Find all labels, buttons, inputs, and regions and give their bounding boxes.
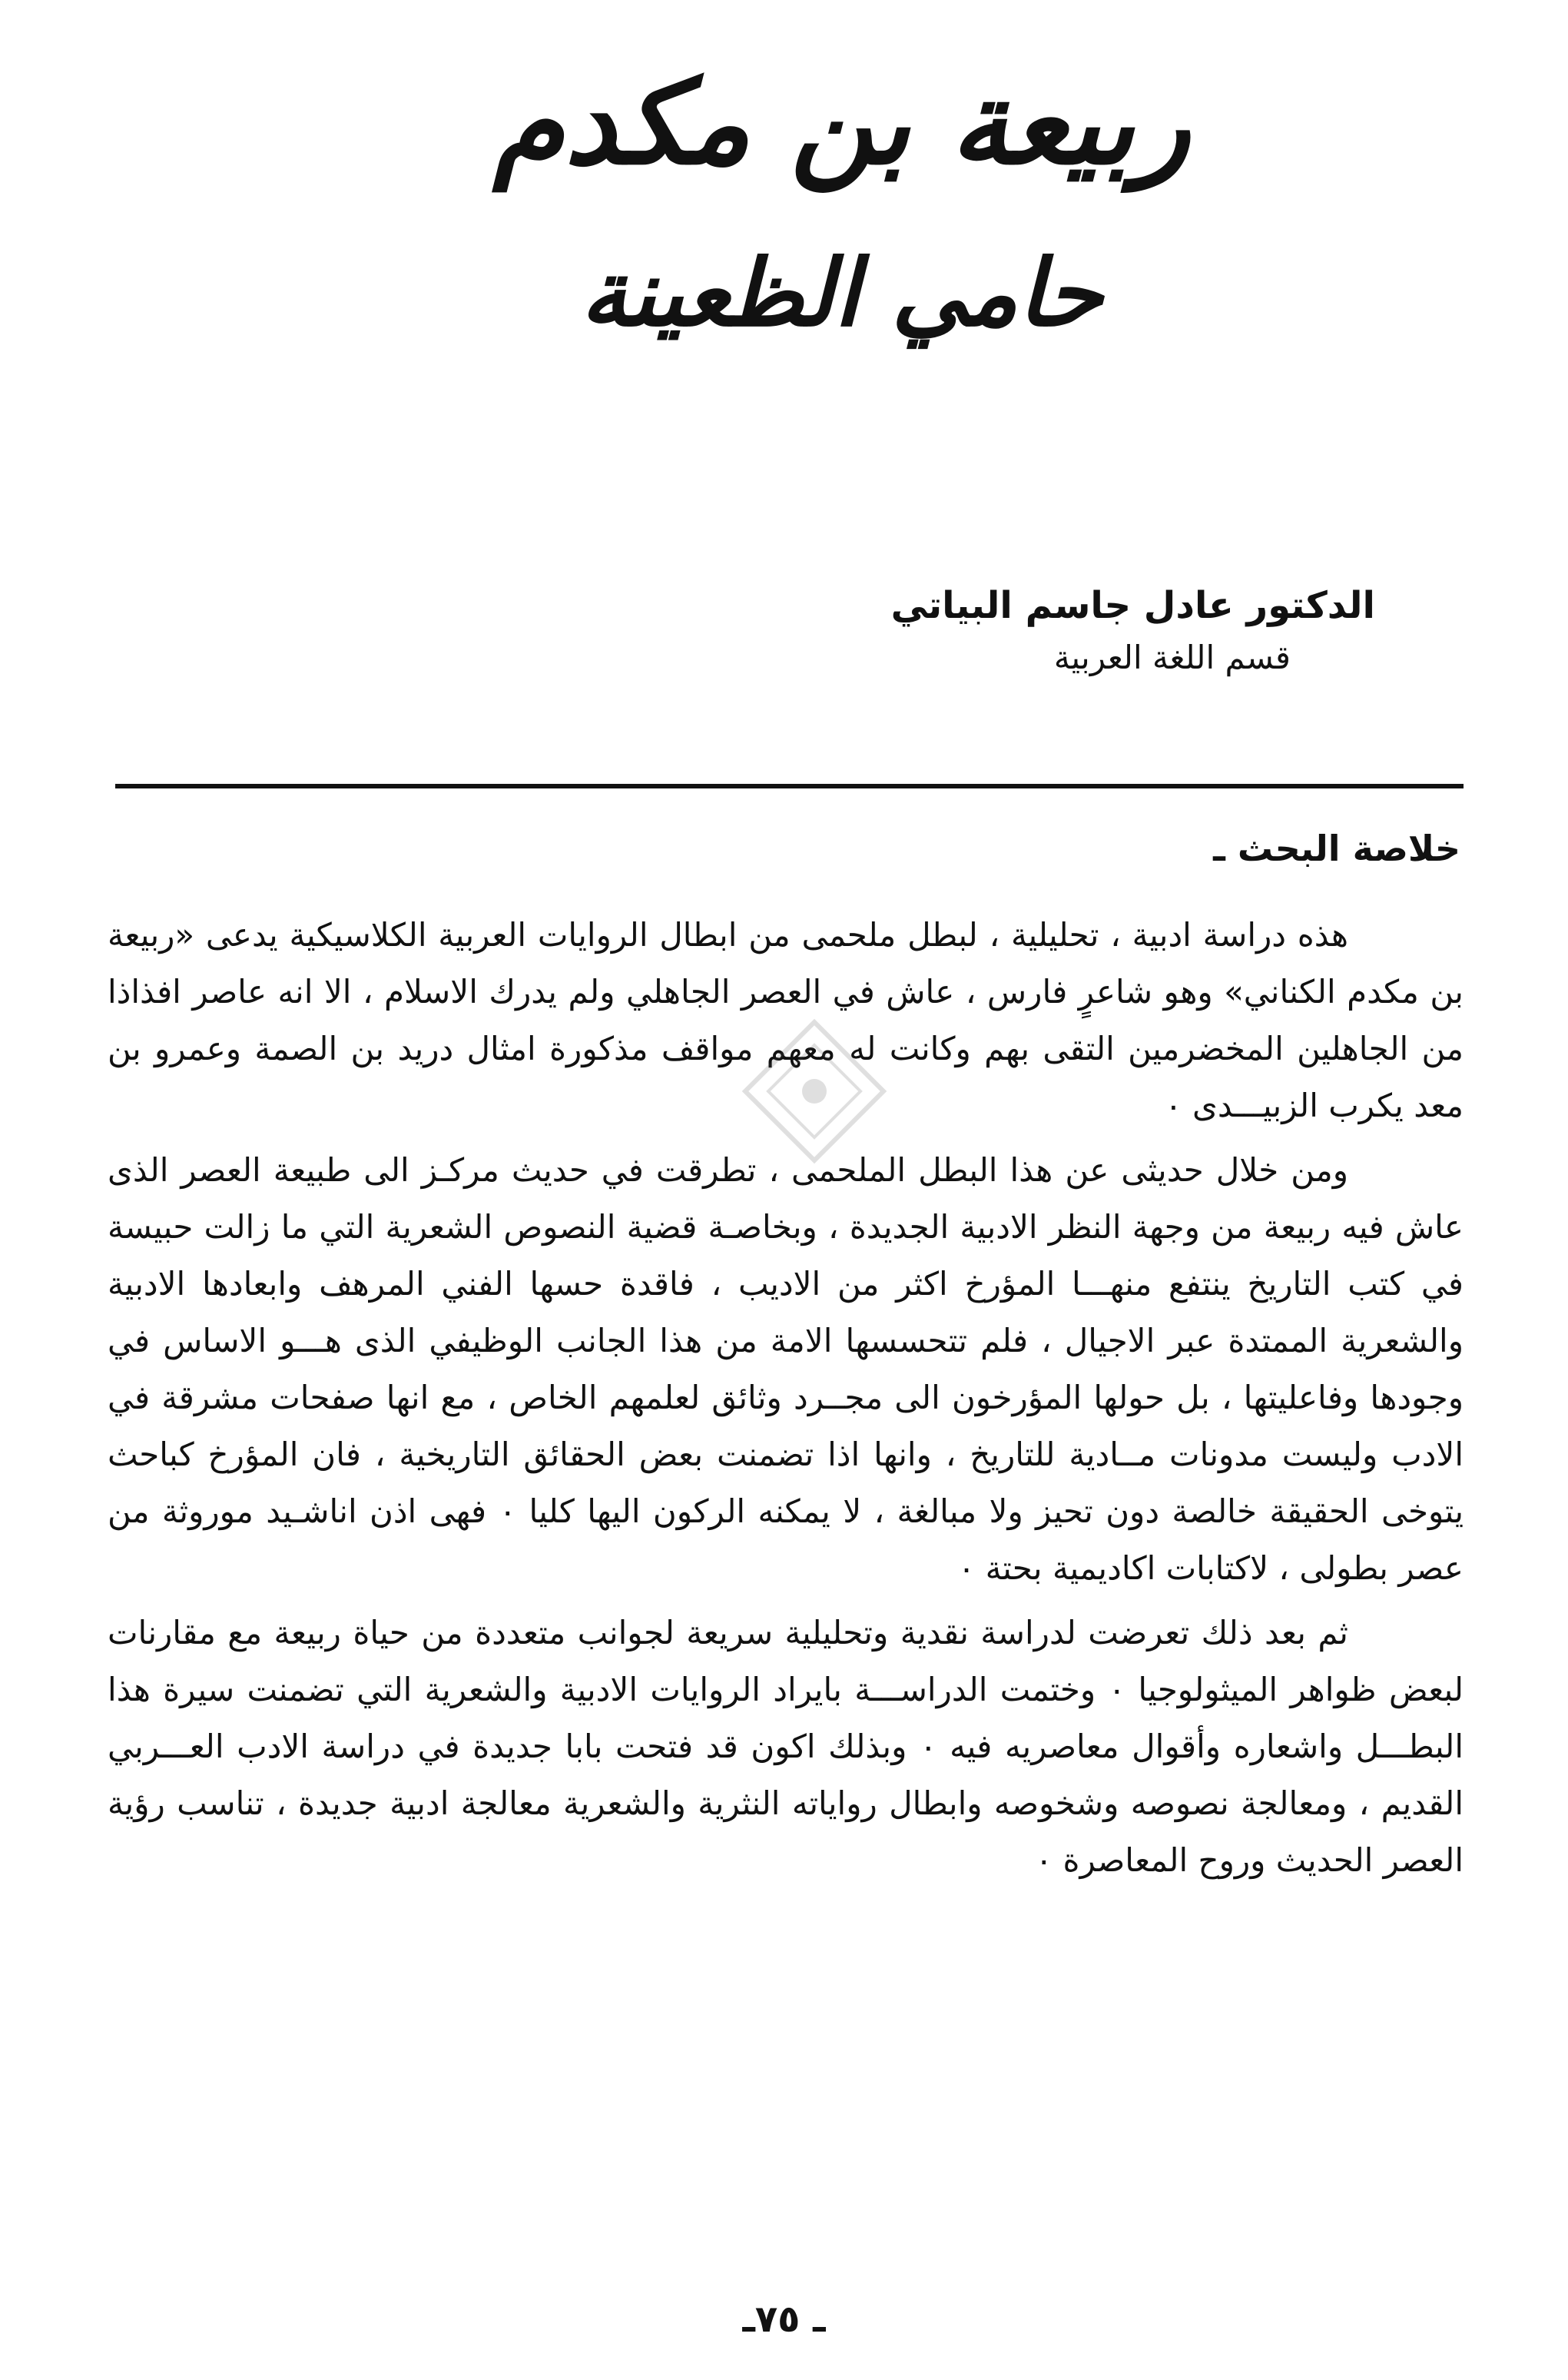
author-name: الدكتور عادل جاسم البياتي	[890, 584, 1375, 627]
paragraph-3: ثم بعد ذلك تعرضت لدراسة نقدية وتحليلية سريعة لجوانب متعددة من حياة ربيعة مع مقارنات لبعض ظواهر الميثولوجيا ٠ وختمت الدراســـة بايراد الروايات الادبية والشعرية التي تضمنت سيرة هذا البطـــل واشعاره وأقوال معاصريه فيه ٠ وبذلك اكون قد فتحت بابا جديدة في دراسة الادب العـــربي القديم ، ومعالجة نصوصه وشخوصه وابطال رواياته النثرية والشعرية معالجة ادبية جديدة ، تناسب رؤية العصر الحديث وروح المعاصرة ٠	[108, 1614, 1464, 1879]
author-department: قسم اللغة العربية	[1053, 639, 1291, 677]
watermark-emblem-icon	[738, 1014, 891, 1168]
paragraph-2: ومن خلال حديثى عن هذا البطل الملحمى ، تطرقت في حديث مركـز الى طبيعة العصر الذى عاش فيه ربيعة من وجهة النظر الادبية الجديدة ، وبخاصـة قضية النصوص الشعرية التي ما زالت حبيسة في كتب التاريخ ينتفع منهـــا المؤرخ اكثر من الاديب ، فاقدة حسها الفني المرهف وابعادها الادبية والشعرية الممتدة عبر الاجيال ، فلم تتحسسها الامة من هذا الجانب الوظيفي الذى هـــو الاساس في وجودها وفاعليتها ، بل حولها المؤرخون الى مجــرد وثائق لعلمهم الخاص ، مع انها صفحات مشرقة في الادب وليست مدونات مــادية للتاريخ ، وانها اذا تضمنت بعض الحقائق التاريخية ، فان المؤرخ كباحث يتوخى الحقيقة خالصة دون تحيز ولا مبالغة ، لا يمكنه الركون اليها كليا ٠ فهى اذن اناشـيد موروثة من عصر بطولى ، لاكتابات اكاديمية بحتة ٠	[108, 1151, 1464, 1587]
horizontal-rule	[115, 784, 1464, 788]
section-heading: خلاصة البحث ـ	[1213, 828, 1460, 869]
paragraph-1: هذه دراسة ادبية ، تحليلية ، لبطل ملحمى من ابطال الروايات العربية الكلاسيكية يدعى «ربيعة بن مكدم الكناني» وهو شاعرٍ فارس ، عاش في العصر الجاهلي ولم يدرك الاسلام ، الا انه عاصر افذاذا من الجاهلين المخضرمين التقى بهم وكانت له معهم مواقف مذكورة امثال دريد بن الصمة وعمرو بن معد يكرب الزبيـــدى ٠	[108, 916, 1464, 1124]
author-block	[868, 580, 1375, 683]
title-block	[0, 54, 1568, 349]
page-number: ـ ٧٥ـ	[742, 2298, 826, 2341]
article-subtitle: حامي الظعينة	[580, 239, 1103, 347]
article-title: ربيعة بن مكدم	[492, 55, 1191, 191]
